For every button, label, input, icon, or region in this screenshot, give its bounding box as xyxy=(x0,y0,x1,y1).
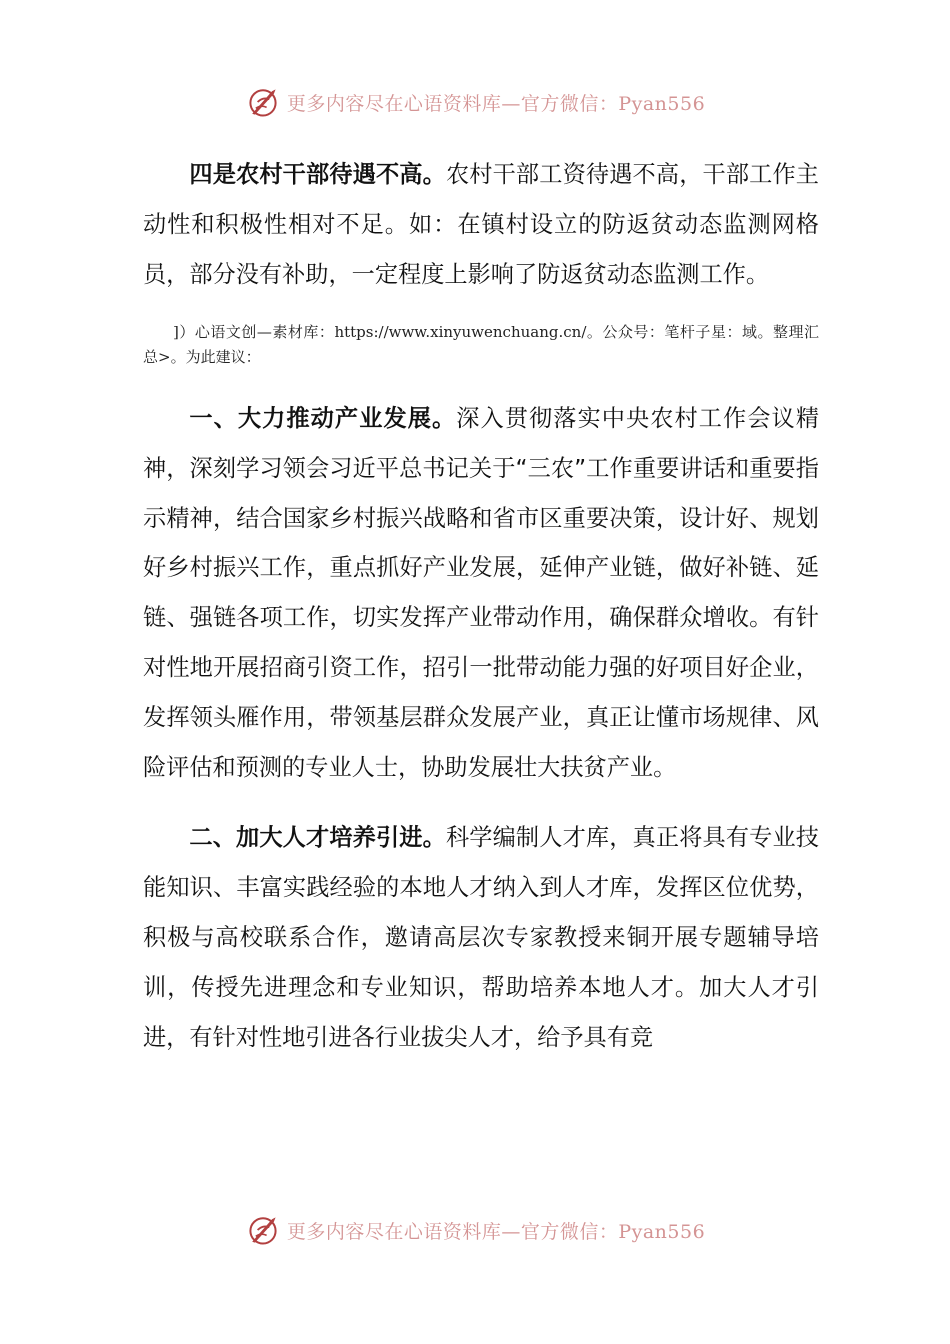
paragraph-heading: 二、加大人才培养引进。 xyxy=(189,823,446,851)
header-banner-text: 更多内容尽在心语资料库—官方微信：Pyan556 xyxy=(286,92,706,115)
source-note: ]）心语文创—素材库：https://www.xinyuwenchuang.cn/。公众号：笔杆子星：域。整理汇总>。为此建议： xyxy=(143,322,819,366)
header-banner xyxy=(0,82,950,122)
quill-pen-logo-icon xyxy=(245,1212,281,1248)
quill-pen-logo-icon xyxy=(245,84,281,120)
paragraph-industry xyxy=(143,394,819,793)
paragraph-text: 农村干部工资待遇不高，干部工作主动性和积极性相对不足。如：在镇村设立的防返贫动态监测网格员，部分没有补助，一定程度上影响了防返贫动态监测工作。 xyxy=(143,161,819,288)
paragraph-talent xyxy=(143,813,819,1063)
paragraph-text: 深入贯彻落实中央农村工作会议精神，深刻学习领会习近平总书记关于“三农”工作重要讲话和重要指示精神，结合国家乡村振兴战略和省市区重要决策，设计好、规划好乡村振兴工作，重点抓好产业发展，延伸产业链，做好补链、延链、强链各项工作，切实发挥产业带动作用，确保群众增收。有针对性地开展招商引资工作，招引一批带动能力强的好项目好企业，发挥领头雁作用，带领基层群众发展产业，真正让懂市场规律、风险评估和预测的专业人士，协助发展壮大扶贫产业。 xyxy=(143,404,820,782)
paragraph-heading: 四是农村干部待遇不高。 xyxy=(189,161,446,188)
paragraph-heading: 一、大力推动产业发展。 xyxy=(189,404,457,432)
footer-banner xyxy=(0,1210,950,1250)
paragraph-rural-cadre xyxy=(143,150,819,300)
paragraph-text: 科学编制人才库，真正将具有专业技能知识、丰富实践经验的本地人才纳入到人才库，发挥区位优势，积极与高校联系合作，邀请高层次专家教授来铜开展专题辅导培训，传授先进理念和专业知识，帮助培养本地人才。加大人才引进，有针对性地引进各行业拔尖人才，给予具有竞 xyxy=(143,823,819,1051)
document-body xyxy=(143,150,819,1063)
footer-banner-text: 更多内容尽在心语资料库—官方微信：Pyan556 xyxy=(286,1220,706,1243)
